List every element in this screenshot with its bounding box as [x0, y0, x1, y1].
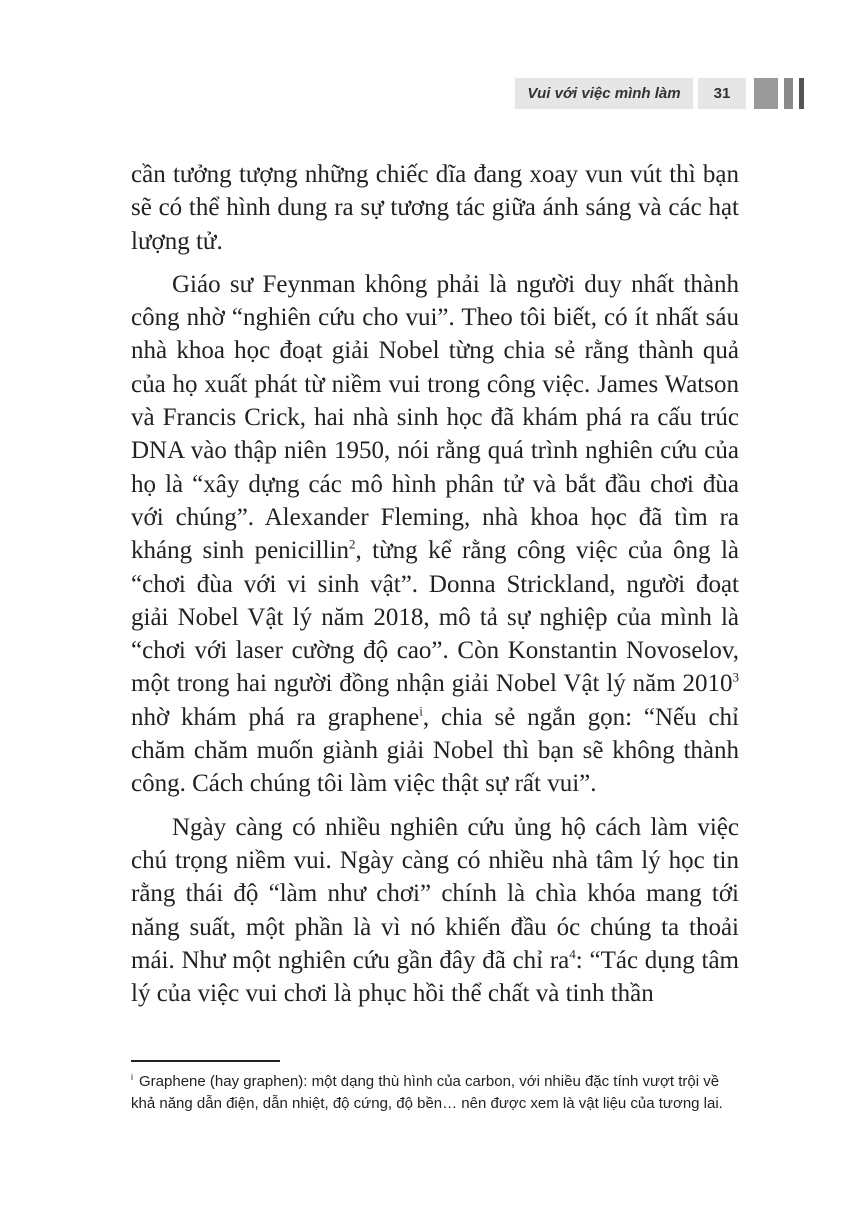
paragraph-text: cần tưởng tượng những chiếc dĩa đang xoay vun vút thì bạn sẽ có thể hình dung ra sự tương tác giữa ánh sáng và các hạt lượng tử.: [131, 161, 739, 255]
paragraph-text: , từng kể rằng công việc của ông là “chơi đùa với vi sinh vật”. Donna Strickland, người đoạt giải Nobel Vật lý năm 2018, mô tả sự nghiệp của mình là “chơi với laser cường độ cao”. Còn Konstantin Novoselov, một trong hai người đồng nhận giải Nobel Vật lý năm 2010: [131, 537, 739, 698]
header-decoration-bar: [799, 78, 804, 109]
paragraph-1: [131, 158, 739, 258]
running-header-title: Vui với việc mình làm: [515, 78, 693, 109]
paragraph-text: nhờ khám phá ra graphene: [131, 703, 420, 731]
header-decoration-bar: [784, 78, 793, 109]
paragraph-text: : “Tác dụng tâm lý của việc vui chơi là phục hồi thể chất và tinh thần: [131, 946, 739, 1008]
running-header: [515, 78, 804, 109]
footnote-ref-i[interactable]: i: [419, 703, 423, 719]
footnote: [131, 1066, 743, 1115]
header-decoration-bar: [754, 78, 778, 109]
paragraph-text: , chia sẻ ngắn gọn: “Nếu chỉ chăm chăm muốn giành giải Nobel thì bạn sẽ không thành công. Cách chúng tôi làm việc thật sự rất vui”.: [131, 703, 739, 798]
body-text: [131, 158, 739, 1020]
paragraph-2: [131, 268, 739, 801]
paragraph-text: Giáo sư Feynman không phải là người duy nhất thành công nhờ “nghiên cứu cho vui”. Theo tôi biết, có ít nhất sáu nhà khoa học đoạt giải Nobel từng chia sẻ rằng thành quả của họ xuất phát từ niềm vui trong công việc. James Watson và Francis Crick, hai nhà sinh học đã khám phá ra cấu trúc DNA vào thập niên 1950, nói rằng quá trình nghiên cứu của họ là “xây dựng các mô hình phân tử và bắt đầu chơi đùa với chúng”. Alexander Fleming, nhà khoa học đã tìm ra kháng sinh penicillin: [131, 270, 739, 565]
footnote-divider: [131, 1060, 280, 1062]
endnote-ref-3[interactable]: 3: [732, 670, 739, 686]
endnote-ref-2[interactable]: 2: [349, 536, 356, 552]
footnote-marker: i: [131, 1072, 133, 1082]
paragraph-3: [131, 811, 739, 1011]
page-number: 31: [698, 78, 746, 109]
paragraph-text: Ngày càng có nhiều nghiên cứu ủng hộ cách làm việc chú trọng niềm vui. Ngày càng có nhiều nhà tâm lý học tin rằng thái độ “làm như chơi” chính là chìa khóa mang tới năng suất, một phần là vì nó khiến đầu óc chúng ta thoải mái. Như một nghiên cứu gần đây đã chỉ ra: [131, 813, 739, 974]
footnote-text: Graphene (hay graphen): một dạng thù hình của carbon, với nhiều đặc tính vượt trội về khả năng dẫn điện, dẫn nhiệt, độ cứng, độ bền… nên được xem là vật liệu của tương lai.: [131, 1073, 723, 1112]
endnote-ref-4[interactable]: 4: [569, 946, 576, 962]
